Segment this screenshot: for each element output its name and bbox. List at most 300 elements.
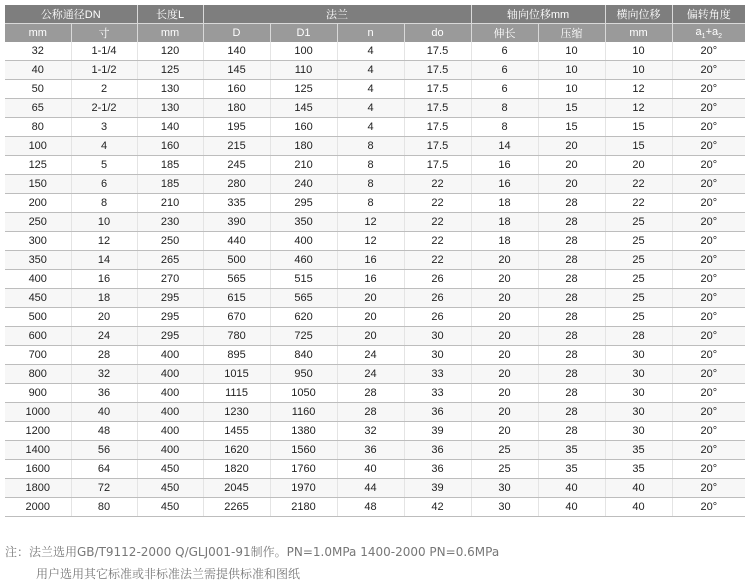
cell-dn-inch: 6 [71, 175, 137, 194]
cell-dn-mm: 80 [5, 118, 71, 137]
cell-axial-extend: 25 [471, 441, 538, 460]
cell-dn-inch: 48 [71, 422, 137, 441]
cell-length: 450 [137, 479, 203, 498]
cell-dn-inch: 5 [71, 156, 137, 175]
cell-flange-n: 24 [337, 346, 404, 365]
cell-angle: 20° [672, 251, 745, 270]
cell-flange-D1: 240 [270, 175, 337, 194]
cell-flange-D1: 1160 [270, 403, 337, 422]
cell-angle: 20° [672, 194, 745, 213]
cell-dn-mm: 1600 [5, 460, 71, 479]
cell-axial-extend: 18 [471, 194, 538, 213]
table-row [5, 403, 745, 422]
cell-axial-compress: 35 [538, 441, 605, 460]
cell-lateral: 10 [605, 42, 672, 61]
spec-table-body [5, 42, 745, 517]
cell-flange-D1: 620 [270, 308, 337, 327]
cell-axial-extend: 20 [471, 289, 538, 308]
cell-flange-D1: 125 [270, 80, 337, 99]
table-row [5, 175, 745, 194]
cell-flange-D1: 110 [270, 61, 337, 80]
cell-axial-compress: 28 [538, 384, 605, 403]
table-row [5, 42, 745, 61]
header-do: do [404, 24, 471, 43]
cell-axial-extend: 20 [471, 327, 538, 346]
cell-axial-compress: 20 [538, 137, 605, 156]
cell-flange-do: 36 [404, 403, 471, 422]
cell-lateral: 25 [605, 213, 672, 232]
cell-flange-D1: 350 [270, 213, 337, 232]
cell-length: 270 [137, 270, 203, 289]
cell-length: 130 [137, 99, 203, 118]
cell-flange-D: 440 [203, 232, 270, 251]
cell-dn-inch: 2 [71, 80, 137, 99]
cell-flange-do: 36 [404, 441, 471, 460]
cell-flange-n: 12 [337, 213, 404, 232]
cell-flange-D: 195 [203, 118, 270, 137]
cell-dn-inch: 64 [71, 460, 137, 479]
cell-axial-compress: 10 [538, 42, 605, 61]
cell-flange-n: 8 [337, 194, 404, 213]
cell-flange-n: 36 [337, 441, 404, 460]
cell-flange-do: 30 [404, 327, 471, 346]
header-length: 长度L [137, 5, 203, 24]
cell-flange-do: 17.5 [404, 42, 471, 61]
cell-flange-n: 20 [337, 289, 404, 308]
cell-lateral: 15 [605, 137, 672, 156]
cell-axial-extend: 20 [471, 270, 538, 289]
cell-flange-do: 39 [404, 422, 471, 441]
spec-table [5, 5, 745, 517]
cell-axial-compress: 35 [538, 460, 605, 479]
cell-lateral: 40 [605, 498, 672, 517]
cell-flange-D: 1015 [203, 365, 270, 384]
header-D1: D1 [270, 24, 337, 43]
table-row [5, 137, 745, 156]
cell-dn-inch: 1-1/4 [71, 42, 137, 61]
cell-flange-n: 8 [337, 156, 404, 175]
cell-flange-D1: 1050 [270, 384, 337, 403]
cell-angle: 20° [672, 346, 745, 365]
cell-axial-compress: 15 [538, 99, 605, 118]
cell-dn-inch: 20 [71, 308, 137, 327]
cell-axial-extend: 20 [471, 422, 538, 441]
cell-axial-compress: 10 [538, 80, 605, 99]
cell-flange-do: 17.5 [404, 99, 471, 118]
header-inch: 寸 [71, 24, 137, 43]
cell-dn-mm: 800 [5, 365, 71, 384]
cell-flange-D: 670 [203, 308, 270, 327]
cell-axial-extend: 30 [471, 479, 538, 498]
cell-dn-mm: 450 [5, 289, 71, 308]
cell-lateral: 40 [605, 479, 672, 498]
angle-a1: a [695, 25, 702, 38]
cell-axial-compress: 28 [538, 365, 605, 384]
cell-angle: 20° [672, 61, 745, 80]
cell-angle: 20° [672, 422, 745, 441]
cell-angle: 20° [672, 137, 745, 156]
cell-axial-compress: 28 [538, 232, 605, 251]
cell-angle: 20° [672, 308, 745, 327]
cell-angle: 20° [672, 289, 745, 308]
cell-flange-D: 2265 [203, 498, 270, 517]
cell-axial-compress: 28 [538, 403, 605, 422]
table-row [5, 327, 745, 346]
cell-dn-mm: 200 [5, 194, 71, 213]
table-row [5, 479, 745, 498]
cell-angle: 20° [672, 232, 745, 251]
cell-dn-mm: 350 [5, 251, 71, 270]
cell-flange-D: 1620 [203, 441, 270, 460]
cell-flange-do: 17.5 [404, 137, 471, 156]
cell-axial-compress: 15 [538, 118, 605, 137]
cell-flange-do: 30 [404, 346, 471, 365]
cell-flange-D1: 400 [270, 232, 337, 251]
cell-angle: 20° [672, 441, 745, 460]
cell-dn-inch: 24 [71, 327, 137, 346]
cell-angle: 20° [672, 498, 745, 517]
header-length-unit: mm [137, 24, 203, 43]
table-row [5, 498, 745, 517]
cell-length: 295 [137, 289, 203, 308]
cell-axial-extend: 6 [471, 42, 538, 61]
cell-flange-D1: 950 [270, 365, 337, 384]
header-dn: 公称通径DN [5, 5, 137, 24]
cell-flange-do: 26 [404, 308, 471, 327]
cell-dn-inch: 40 [71, 403, 137, 422]
cell-axial-extend: 20 [471, 346, 538, 365]
cell-flange-n: 24 [337, 365, 404, 384]
cell-flange-n: 8 [337, 175, 404, 194]
cell-flange-D: 335 [203, 194, 270, 213]
cell-angle: 20° [672, 327, 745, 346]
cell-axial-compress: 10 [538, 61, 605, 80]
cell-lateral: 25 [605, 270, 672, 289]
table-row [5, 80, 745, 99]
table-row [5, 213, 745, 232]
cell-dn-mm: 2000 [5, 498, 71, 517]
table-row [5, 346, 745, 365]
cell-flange-D: 140 [203, 42, 270, 61]
cell-dn-inch: 4 [71, 137, 137, 156]
cell-angle: 20° [672, 80, 745, 99]
cell-angle: 20° [672, 460, 745, 479]
cell-axial-extend: 8 [471, 99, 538, 118]
cell-lateral: 30 [605, 422, 672, 441]
cell-flange-D: 390 [203, 213, 270, 232]
cell-flange-n: 32 [337, 422, 404, 441]
cell-length: 185 [137, 175, 203, 194]
table-row [5, 441, 745, 460]
cell-dn-inch: 12 [71, 232, 137, 251]
cell-length: 210 [137, 194, 203, 213]
cell-axial-compress: 28 [538, 251, 605, 270]
cell-length: 400 [137, 441, 203, 460]
table-row [5, 61, 745, 80]
cell-dn-inch: 14 [71, 251, 137, 270]
cell-flange-n: 28 [337, 384, 404, 403]
cell-dn-inch: 72 [71, 479, 137, 498]
cell-flange-do: 22 [404, 213, 471, 232]
cell-flange-n: 12 [337, 232, 404, 251]
cell-axial-compress: 28 [538, 422, 605, 441]
table-row [5, 156, 745, 175]
cell-dn-inch: 3 [71, 118, 137, 137]
cell-lateral: 25 [605, 251, 672, 270]
table-row [5, 270, 745, 289]
cell-flange-do: 33 [404, 384, 471, 403]
cell-length: 265 [137, 251, 203, 270]
cell-angle: 20° [672, 156, 745, 175]
cell-flange-D: 1455 [203, 422, 270, 441]
table-row [5, 384, 745, 403]
note-line-2: 用户选用其它标准或非标准法兰需提供标准和图纸 [36, 567, 301, 581]
cell-lateral: 22 [605, 175, 672, 194]
cell-dn-mm: 1000 [5, 403, 71, 422]
cell-length: 400 [137, 365, 203, 384]
cell-flange-n: 40 [337, 460, 404, 479]
cell-lateral: 30 [605, 384, 672, 403]
cell-flange-n: 4 [337, 80, 404, 99]
cell-flange-do: 17.5 [404, 156, 471, 175]
cell-length: 140 [137, 118, 203, 137]
cell-axial-extend: 20 [471, 308, 538, 327]
cell-angle: 20° [672, 175, 745, 194]
cell-flange-D1: 1970 [270, 479, 337, 498]
cell-flange-do: 26 [404, 289, 471, 308]
header-mm: mm [5, 24, 71, 43]
cell-dn-mm: 300 [5, 232, 71, 251]
cell-flange-n: 20 [337, 308, 404, 327]
cell-dn-mm: 900 [5, 384, 71, 403]
table-row [5, 232, 745, 251]
angle-sub-1: 1 [701, 33, 706, 41]
cell-axial-compress: 28 [538, 308, 605, 327]
cell-flange-D: 780 [203, 327, 270, 346]
cell-lateral: 35 [605, 460, 672, 479]
cell-flange-do: 26 [404, 270, 471, 289]
cell-dn-mm: 600 [5, 327, 71, 346]
cell-length: 125 [137, 61, 203, 80]
cell-lateral: 35 [605, 441, 672, 460]
cell-angle: 20° [672, 99, 745, 118]
cell-flange-D1: 460 [270, 251, 337, 270]
cell-flange-D: 500 [203, 251, 270, 270]
cell-flange-D: 565 [203, 270, 270, 289]
angle-a2: +a [705, 25, 719, 38]
cell-length: 185 [137, 156, 203, 175]
cell-axial-compress: 28 [538, 270, 605, 289]
cell-flange-do: 17.5 [404, 61, 471, 80]
cell-flange-do: 22 [404, 175, 471, 194]
cell-flange-do: 22 [404, 251, 471, 270]
cell-axial-compress: 28 [538, 327, 605, 346]
table-row [5, 194, 745, 213]
cell-dn-inch: 8 [71, 194, 137, 213]
table-row [5, 422, 745, 441]
cell-flange-D1: 515 [270, 270, 337, 289]
cell-axial-extend: 18 [471, 213, 538, 232]
cell-dn-mm: 700 [5, 346, 71, 365]
cell-axial-compress: 28 [538, 346, 605, 365]
cell-flange-D1: 160 [270, 118, 337, 137]
cell-lateral: 30 [605, 346, 672, 365]
cell-flange-D1: 2180 [270, 498, 337, 517]
cell-flange-do: 39 [404, 479, 471, 498]
cell-length: 450 [137, 460, 203, 479]
cell-flange-n: 48 [337, 498, 404, 517]
cell-flange-n: 4 [337, 118, 404, 137]
cell-length: 400 [137, 346, 203, 365]
cell-flange-do: 22 [404, 232, 471, 251]
cell-flange-D: 1820 [203, 460, 270, 479]
header-angle-formula [672, 24, 745, 43]
angle-sub-2: 2 [718, 33, 723, 41]
cell-flange-n: 20 [337, 327, 404, 346]
cell-dn-mm: 50 [5, 80, 71, 99]
cell-dn-inch: 32 [71, 365, 137, 384]
cell-dn-inch: 80 [71, 498, 137, 517]
cell-axial-extend: 14 [471, 137, 538, 156]
cell-flange-D: 245 [203, 156, 270, 175]
cell-flange-D: 280 [203, 175, 270, 194]
cell-axial-extend: 16 [471, 156, 538, 175]
cell-flange-n: 8 [337, 137, 404, 156]
table-row [5, 365, 745, 384]
cell-dn-inch: 28 [71, 346, 137, 365]
header-extend: 伸长 [471, 24, 538, 43]
cell-axial-extend: 6 [471, 80, 538, 99]
cell-dn-mm: 1200 [5, 422, 71, 441]
cell-flange-D1: 1560 [270, 441, 337, 460]
header-flange: 法兰 [203, 5, 471, 24]
cell-flange-D: 2045 [203, 479, 270, 498]
header-D: D [203, 24, 270, 43]
cell-axial-compress: 28 [538, 289, 605, 308]
cell-dn-mm: 500 [5, 308, 71, 327]
cell-length: 450 [137, 498, 203, 517]
cell-flange-D: 1115 [203, 384, 270, 403]
cell-flange-D1: 1380 [270, 422, 337, 441]
cell-flange-D: 615 [203, 289, 270, 308]
header-row-2 [5, 24, 745, 43]
cell-dn-inch: 56 [71, 441, 137, 460]
cell-lateral: 15 [605, 118, 672, 137]
cell-angle: 20° [672, 384, 745, 403]
cell-dn-inch: 16 [71, 270, 137, 289]
cell-length: 295 [137, 327, 203, 346]
cell-axial-extend: 6 [471, 61, 538, 80]
cell-axial-extend: 20 [471, 365, 538, 384]
cell-flange-D1: 1760 [270, 460, 337, 479]
cell-flange-do: 33 [404, 365, 471, 384]
cell-lateral: 25 [605, 308, 672, 327]
cell-flange-do: 17.5 [404, 118, 471, 137]
cell-axial-extend: 18 [471, 232, 538, 251]
cell-flange-n: 28 [337, 403, 404, 422]
cell-flange-D: 145 [203, 61, 270, 80]
cell-dn-inch: 36 [71, 384, 137, 403]
table-row [5, 251, 745, 270]
cell-flange-do: 36 [404, 460, 471, 479]
cell-axial-compress: 28 [538, 213, 605, 232]
cell-dn-inch: 18 [71, 289, 137, 308]
cell-lateral: 12 [605, 99, 672, 118]
cell-dn-mm: 400 [5, 270, 71, 289]
cell-flange-D1: 210 [270, 156, 337, 175]
cell-dn-inch: 2-1/2 [71, 99, 137, 118]
note-line-1: 注：法兰选用GB/T9112-2000 Q/GLJ001-91制作。PN=1.0MPa 1400-2000 PN=0.6MPa [5, 545, 500, 559]
cell-flange-D: 180 [203, 99, 270, 118]
cell-lateral: 30 [605, 365, 672, 384]
cell-dn-mm: 250 [5, 213, 71, 232]
cell-axial-extend: 8 [471, 118, 538, 137]
cell-length: 160 [137, 137, 203, 156]
cell-dn-mm: 125 [5, 156, 71, 175]
cell-length: 295 [137, 308, 203, 327]
cell-dn-mm: 65 [5, 99, 71, 118]
cell-axial-extend: 25 [471, 460, 538, 479]
cell-length: 120 [137, 42, 203, 61]
cell-dn-inch: 10 [71, 213, 137, 232]
header-axial: 轴向位移mm [471, 5, 605, 24]
cell-lateral: 20 [605, 156, 672, 175]
cell-length: 130 [137, 80, 203, 99]
cell-angle: 20° [672, 213, 745, 232]
cell-angle: 20° [672, 479, 745, 498]
cell-dn-mm: 32 [5, 42, 71, 61]
cell-flange-n: 16 [337, 251, 404, 270]
cell-flange-n: 44 [337, 479, 404, 498]
cell-flange-D: 1230 [203, 403, 270, 422]
cell-length: 230 [137, 213, 203, 232]
table-row [5, 118, 745, 137]
cell-axial-extend: 16 [471, 175, 538, 194]
cell-flange-n: 4 [337, 61, 404, 80]
cell-flange-n: 4 [337, 42, 404, 61]
cell-axial-extend: 20 [471, 403, 538, 422]
cell-axial-compress: 40 [538, 498, 605, 517]
cell-lateral: 22 [605, 194, 672, 213]
cell-dn-mm: 40 [5, 61, 71, 80]
cell-length: 400 [137, 422, 203, 441]
cell-angle: 20° [672, 270, 745, 289]
cell-dn-mm: 1400 [5, 441, 71, 460]
cell-flange-n: 16 [337, 270, 404, 289]
header-lateral: 横向位移 [605, 5, 672, 24]
cell-angle: 20° [672, 118, 745, 137]
cell-flange-D1: 145 [270, 99, 337, 118]
cell-angle: 20° [672, 42, 745, 61]
header-n: n [337, 24, 404, 43]
cell-flange-D1: 295 [270, 194, 337, 213]
cell-axial-extend: 20 [471, 251, 538, 270]
table-row [5, 289, 745, 308]
header-lateral-unit: mm [605, 24, 672, 43]
cell-lateral: 12 [605, 80, 672, 99]
cell-lateral: 25 [605, 232, 672, 251]
cell-flange-do: 17.5 [404, 80, 471, 99]
cell-axial-compress: 40 [538, 479, 605, 498]
cell-flange-do: 22 [404, 194, 471, 213]
cell-flange-D1: 180 [270, 137, 337, 156]
cell-axial-compress: 28 [538, 194, 605, 213]
table-row [5, 99, 745, 118]
cell-lateral: 10 [605, 61, 672, 80]
cell-angle: 20° [672, 403, 745, 422]
cell-axial-compress: 20 [538, 175, 605, 194]
cell-dn-inch: 1-1/2 [71, 61, 137, 80]
